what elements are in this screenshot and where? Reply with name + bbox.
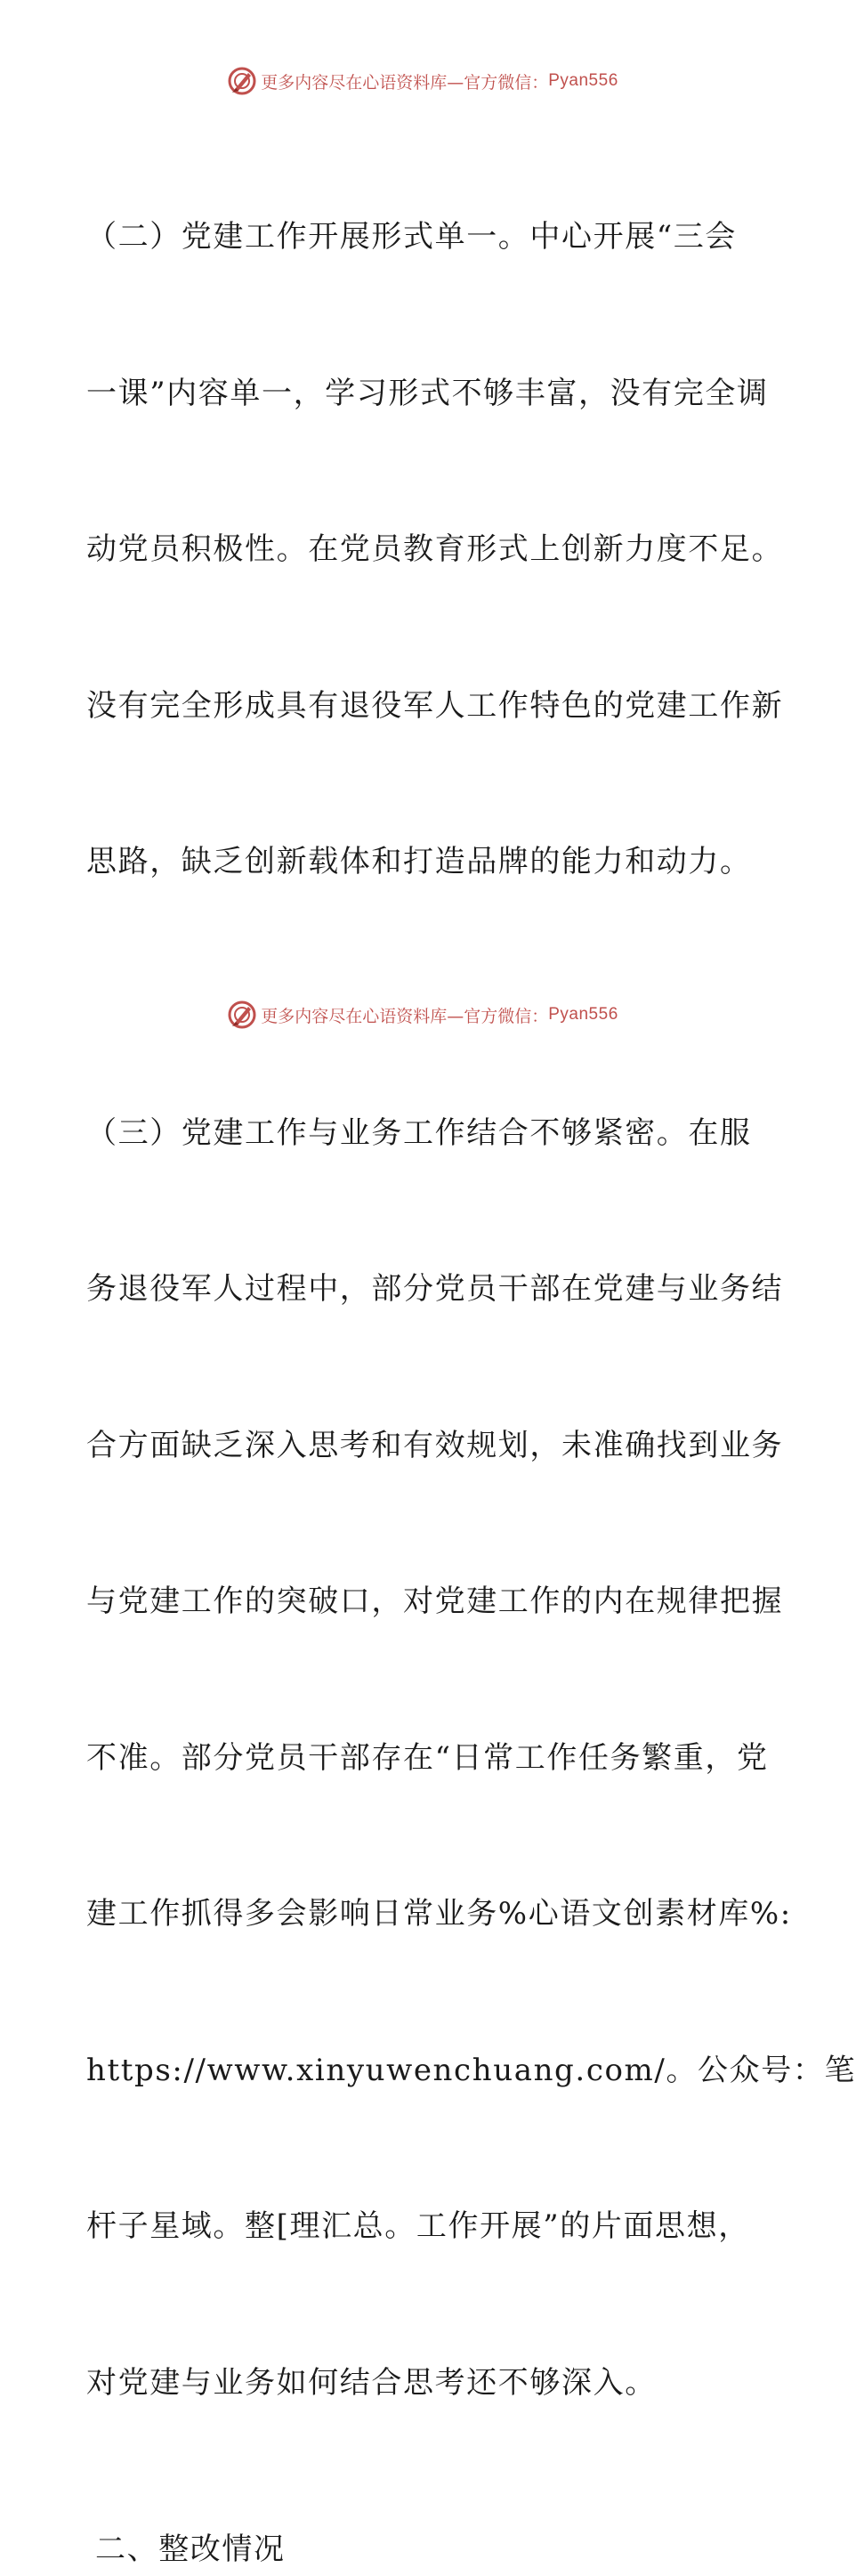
paragraph-1 xyxy=(86,107,784,992)
paragraph-2 xyxy=(86,1003,856,2514)
header-banner-label: 更多内容尽在心语资料库—官方微信： xyxy=(261,72,549,93)
header-banner-id: Pyan556 xyxy=(548,71,618,90)
paragraph-1-line: 一课”内容单一，学习形式不够丰富，没有完全调 xyxy=(86,375,769,411)
paragraph-1-line: 动党员积极性。在党员教育形式上创新力度不足。 xyxy=(86,531,784,567)
paragraph-2-line: 杆子星域。整[理汇总。工作开展”的片面思想， xyxy=(86,2208,750,2244)
document-body xyxy=(86,107,856,2576)
paragraph-1-line: 没有完全形成具有退役军人工作特色的党建工作新 xyxy=(86,687,784,724)
paragraph-1-line: （二）党建工作开展形式单一。中心开展“三会 xyxy=(86,219,737,255)
footer-banner-label: 更多内容尽在心语资料库—官方微信： xyxy=(261,1006,549,1026)
footer-banner-id: Pyan556 xyxy=(548,1005,618,1024)
footer-watermark-banner xyxy=(0,997,845,1033)
paragraph-2-line: （三）党建工作与业务工作结合不够紧密。在服 xyxy=(86,1114,752,1151)
paragraph-2-line: 建工作抓得多会影响日常业务%心语文创素材库%: xyxy=(86,1896,792,1932)
paragraph-2-line: 不准。部分党员干部存在“日常工作任务繁重，党 xyxy=(86,1739,769,1776)
paragraph-2-line: https://www.xinyuwenchuang.com/。公众号：笔 xyxy=(86,2052,856,2088)
paragraph-2-line: 务退役军人过程中，部分党员干部在党建与业务结 xyxy=(86,1271,784,1307)
brand-logo-icon xyxy=(227,1000,257,1030)
paragraph-2-line: 与党建工作的突破口，对党建工作的内在规律把握 xyxy=(86,1584,784,1619)
header-watermark-banner xyxy=(0,63,845,99)
paragraph-2-line: 对党建与业务如何结合思考还不够深入。 xyxy=(86,2364,657,2401)
section-heading: 二、整改情况 xyxy=(95,2531,286,2567)
brand-logo-icon xyxy=(227,66,257,96)
paragraph-1-line: 思路，缺乏创新载体和打造品牌的能力和动力。 xyxy=(86,844,752,879)
paragraph-2-line: 合方面缺乏深入思考和有效规划，未准确找到业务 xyxy=(86,1427,784,1463)
